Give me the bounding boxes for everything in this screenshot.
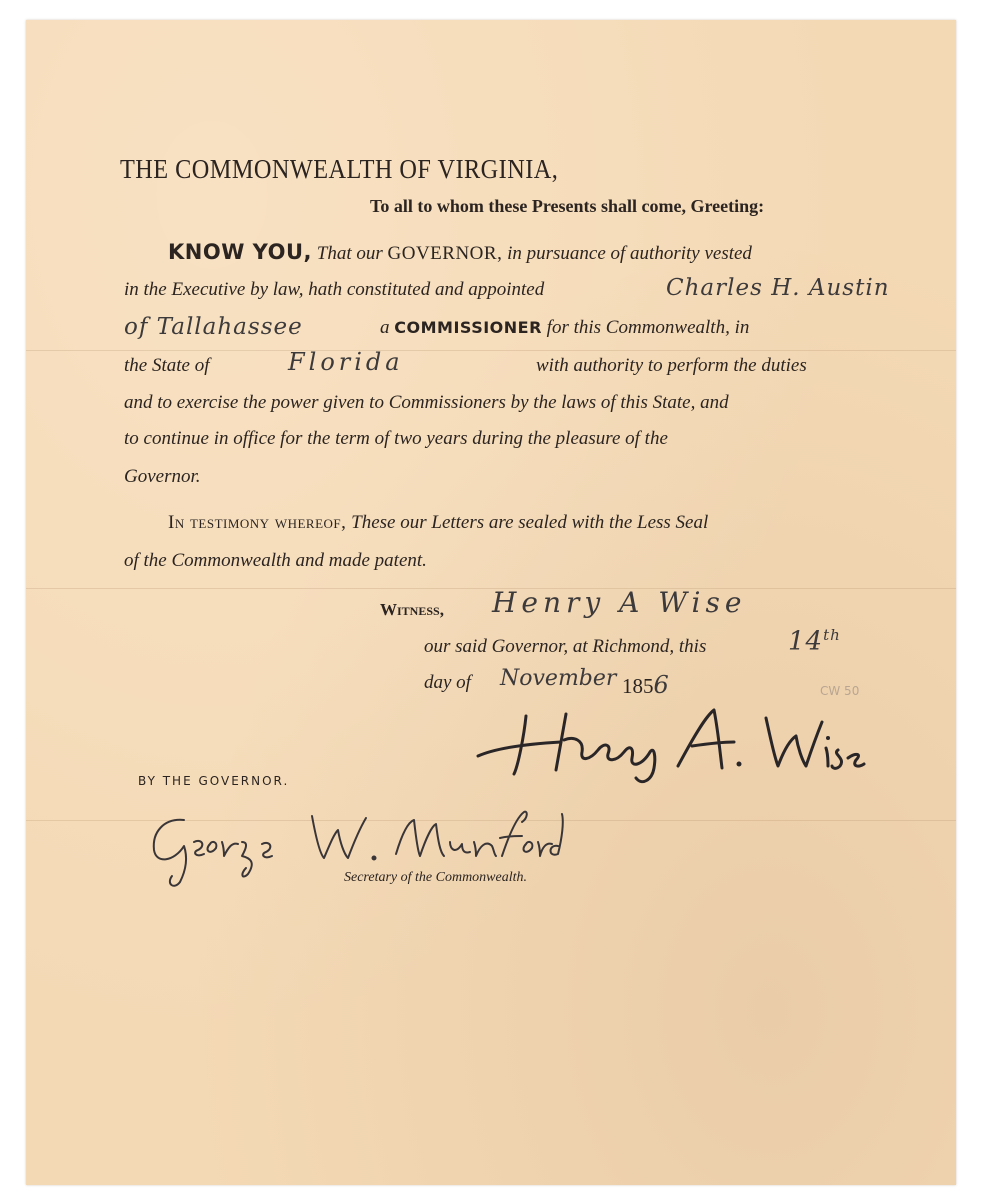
body-text: for this Commonwealth, in <box>546 317 750 338</box>
greeting-line: To all to whom these Presents shall come, Greeting: <box>370 196 765 216</box>
year-line <box>622 671 669 699</box>
month-handwritten: November <box>500 666 617 691</box>
document-heading: THE COMMONWEALTH OF VIRGINIA, <box>120 154 559 184</box>
body-line-4a: the State of <box>124 355 210 376</box>
testimony-lead: In testimony whereof, <box>168 512 347 533</box>
body-line-5: and to exercise the power given to Commissioners by the laws of this State, and <box>124 392 729 413</box>
paper-fold <box>26 350 956 351</box>
body-text: in pursuance of authority vested <box>507 243 752 264</box>
state-name-handwritten: Florida <box>288 348 404 376</box>
day-suffix: th <box>823 626 841 644</box>
archive-pencil-mark: CW 50 <box>820 684 860 698</box>
body-line-1 <box>168 240 752 265</box>
year-handwritten: 6 <box>653 671 669 699</box>
body-line-4b: with authority to perform the duties <box>536 355 807 376</box>
body-line-6: to continue in office for the term of two years during the pleasure of the <box>124 428 668 449</box>
governor-signature <box>466 696 866 786</box>
body-text: a <box>380 317 390 338</box>
year-printed: 185 <box>622 674 654 698</box>
commissioner-word: COMMISSIONER <box>394 318 542 337</box>
paper-fold <box>26 588 956 589</box>
body-line-3 <box>380 317 749 339</box>
witness-label: Witness, <box>380 600 444 619</box>
body-text: That our <box>316 243 383 264</box>
day-handwritten <box>788 626 841 657</box>
by-the-governor-label: BY THE GOVERNOR. <box>138 774 290 788</box>
testimony-line-1 <box>168 512 708 534</box>
document-sheet <box>26 20 956 1185</box>
witness-name-handwritten: Henry A Wise <box>492 586 747 619</box>
witness-line-2: our said Governor, at Richmond, this <box>424 636 707 657</box>
body-text: These our Letters are sealed with the Less Seal <box>351 512 709 533</box>
witness-line-3: day of <box>424 672 471 693</box>
governor-word: GOVERNOR, <box>387 243 503 264</box>
appointee-name-handwritten: Charles H. Austin <box>666 275 890 301</box>
body-line-2: in the Executive by law, hath constituted and appointed <box>124 279 545 300</box>
know-you-lead: KNOW YOU, <box>168 240 313 264</box>
body-line-7: Governor. <box>124 466 201 487</box>
testimony-line-2: of the Commonwealth and made patent. <box>124 550 427 571</box>
secretary-title: Secretary of the Commonwealth. <box>344 870 528 885</box>
appointee-place-handwritten: of Tallahassee <box>124 314 303 340</box>
day-number: 14 <box>788 626 824 657</box>
